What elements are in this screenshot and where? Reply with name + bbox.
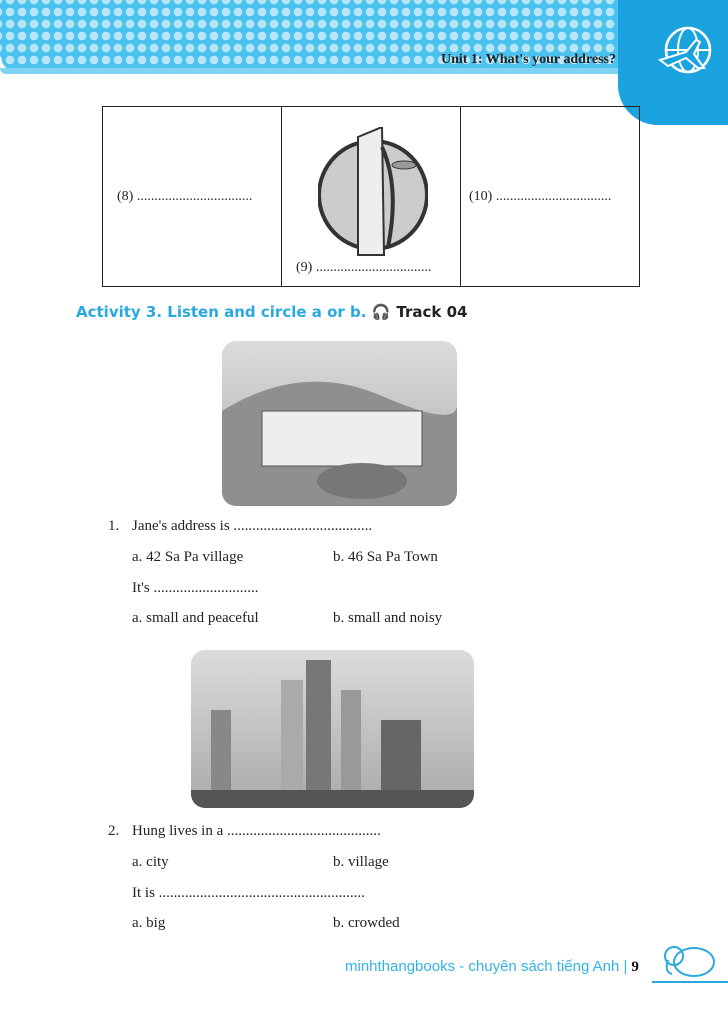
city-image bbox=[191, 650, 474, 808]
footer-text: minhthangbooks - chuyên sách tiếng Anh | bbox=[345, 958, 628, 975]
footer bbox=[345, 958, 639, 976]
footer-line bbox=[652, 981, 728, 983]
q1-option-b[interactable]: b. 46 Sa Pa Town bbox=[333, 549, 438, 565]
blank-8: (8) ................................. bbox=[117, 189, 253, 204]
q1-option-a2[interactable]: a. small and peaceful bbox=[132, 610, 259, 626]
headphones-icon: 🎧 bbox=[371, 303, 391, 321]
table-cell-10 bbox=[461, 107, 640, 287]
question-1-number: 1. bbox=[108, 518, 120, 534]
village-image bbox=[222, 341, 457, 506]
question-1-prompt: Jane's address is ..................................... bbox=[132, 518, 373, 534]
question-2-number: 2. bbox=[108, 823, 120, 839]
globe-plane-icon bbox=[656, 22, 714, 80]
blank-10: (10) ................................. bbox=[469, 189, 612, 204]
city-illustration bbox=[191, 650, 474, 808]
question-2-prompt-2: It is ....................................................... bbox=[132, 885, 365, 901]
q2-option-a2[interactable]: a. big bbox=[132, 915, 166, 931]
q1-option-b2[interactable]: b. small and noisy bbox=[333, 610, 443, 626]
q2-option-a[interactable]: a. city bbox=[132, 854, 169, 870]
unit-title: Unit 1: What's your address? bbox=[440, 52, 616, 67]
q2-option-b[interactable]: b. village bbox=[333, 854, 389, 870]
page-number: 9 bbox=[631, 959, 639, 975]
activity-heading: Activity 3. Listen and circle a or b. bbox=[76, 303, 367, 321]
village-illustration bbox=[222, 341, 457, 506]
q2-option-b2[interactable]: b. crowded bbox=[333, 915, 400, 931]
skyscraper-image bbox=[318, 127, 428, 259]
table-cell-8 bbox=[103, 107, 282, 287]
question-2-prompt: Hung lives in a ......................................... bbox=[132, 823, 381, 839]
activity-title bbox=[76, 303, 467, 321]
track-label: Track 04 bbox=[396, 303, 468, 321]
blank-9: (9) ................................. bbox=[296, 260, 432, 275]
elephant-logo-icon bbox=[660, 938, 720, 980]
question-1-prompt-2: It's ............................ bbox=[132, 580, 259, 596]
table-cell-9 bbox=[282, 107, 461, 287]
header-banner-edge bbox=[0, 68, 660, 74]
q1-option-a[interactable]: a. 42 Sa Pa village bbox=[132, 549, 244, 565]
picture-table bbox=[102, 106, 640, 287]
